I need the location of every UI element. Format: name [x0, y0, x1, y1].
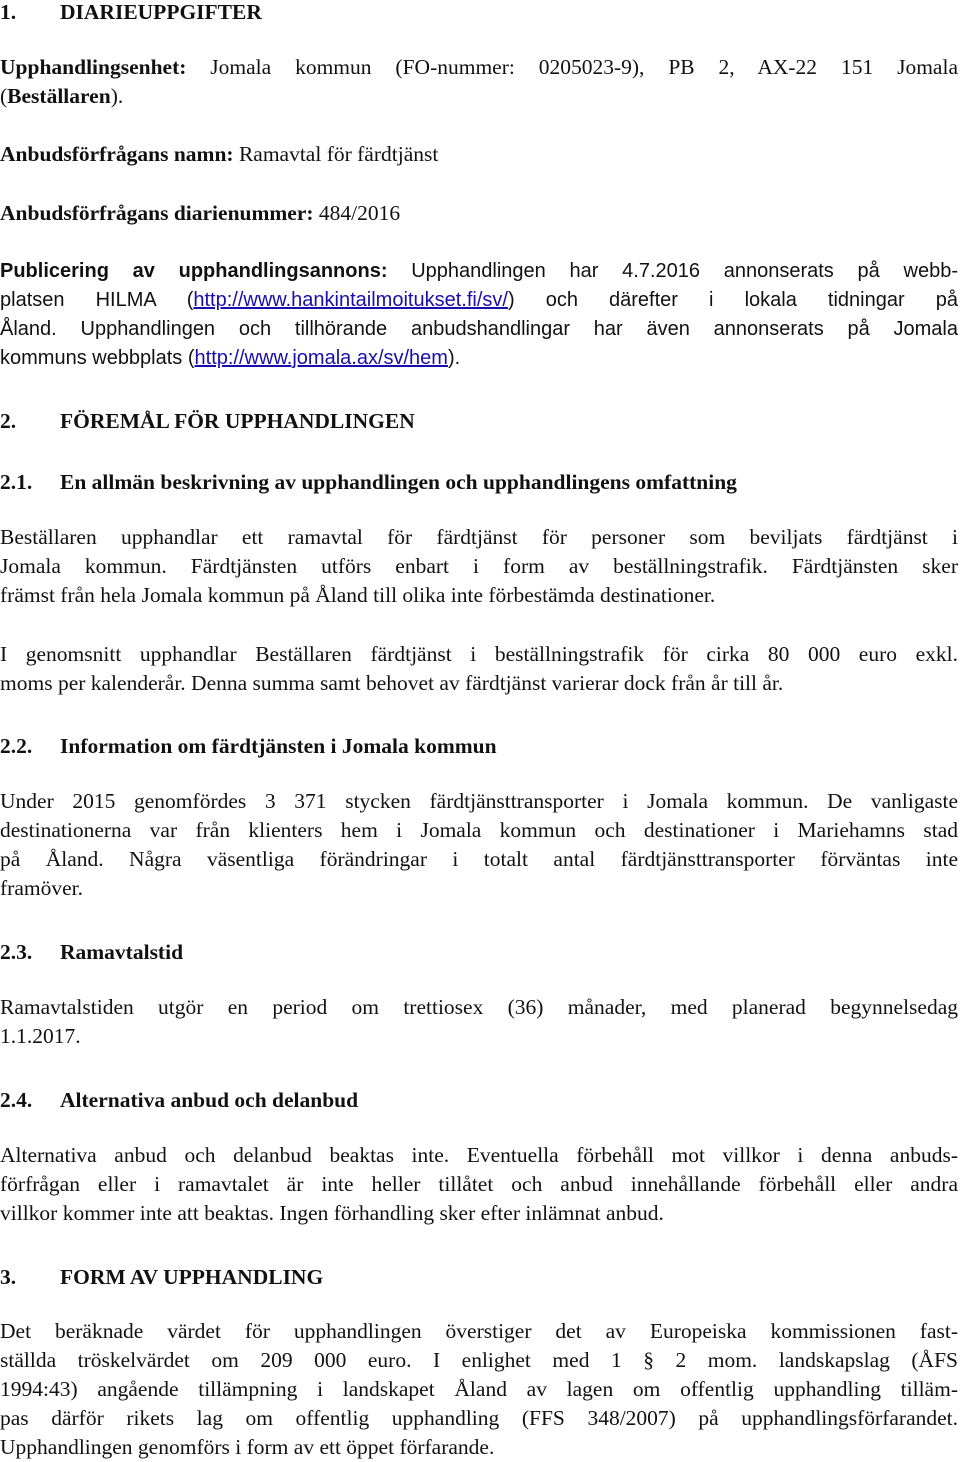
section-title: FÖREMÅL FÖR UPPHANDLINGEN: [60, 409, 415, 433]
procurement-unit-label: Upphandlingsenhet:: [0, 55, 187, 79]
publication-line-4: [0, 343, 958, 373]
paragraph-line: moms per kalenderår. Denna summa samt behovet av färdtjänst varierar dock från år till år.: [0, 671, 784, 695]
section-number: 3.: [0, 1265, 17, 1289]
section-1-heading: [0, 0, 958, 27]
paragraph-line: Jomala kommun. Färdtjänsten utförs enbart i form av beställningstrafik. Färdtjänsten sker: [0, 554, 958, 578]
paren-open: (: [0, 84, 8, 108]
paragraph-line: villkor kommer inte att beaktas. Ingen förhandling sker efter inlämnat anbud.: [0, 1201, 664, 1225]
subsection-2-3-heading: [0, 937, 958, 967]
subsection-number: 2.3.: [0, 940, 33, 964]
publication-line-3: Åland. Upphandlingen och tillhörande anbudshandlingar har även annonserats på Jomala: [0, 318, 958, 340]
tender-name-label: Anbudsförfrågans namn:: [0, 142, 234, 166]
paragraph-line: Under 2015 genomfördes 3 371 stycken färdtjänsttransporter i Jomala kommun. De vanligaste: [0, 789, 958, 813]
publication-line-1: [0, 256, 958, 286]
hilma-link[interactable]: http://www.hankintailmoitukset.fi/sv/: [193, 289, 508, 311]
paragraph-line: destinationerna var från klienters hem i Jomala kommun och destinationer i Mariehamns stad: [0, 818, 958, 842]
procurement-unit-line-2: [0, 81, 958, 111]
procurement-unit-value: Jomala kommun (FO-nummer: 0205023-9), PB 2, AX-22 151 Jomala: [186, 55, 958, 79]
diary-number-line: [0, 198, 958, 228]
diary-number-value: 484/2016: [313, 201, 401, 225]
publication-label: Publicering av upphandlingsannons:: [0, 260, 388, 282]
paragraph-line: Beställaren upphandlar ett ramavtal för färdtjänst för personer som beviljats färdtjänst i: [0, 525, 958, 549]
paragraph-line: 1994:43) angående tillämpning i landskapet Åland av lagen om offentlig upphandling tilläm-: [0, 1377, 958, 1401]
subsection-2-1-heading: [0, 467, 958, 497]
subsection-number: 2.4.: [0, 1088, 33, 1112]
section-number: 2.: [0, 409, 17, 433]
diary-number-label: Anbudsförfrågans diarienummer:: [0, 201, 314, 225]
section-number: 1.: [0, 0, 17, 24]
subsection-2-4-heading: [0, 1085, 958, 1115]
client-term: Beställaren: [7, 84, 111, 108]
publication-text: platsen HILMA (: [0, 289, 194, 311]
tender-name-line: [0, 139, 958, 169]
section-2-heading: [0, 406, 958, 436]
section-title: FORM AV UPPHANDLING: [60, 1265, 324, 1289]
jomala-link[interactable]: http://www.jomala.ax/sv/hem: [194, 347, 448, 369]
subsection-title: Alternativa anbud och delanbud: [60, 1088, 359, 1112]
section-3-heading: [0, 1262, 958, 1292]
paren-close: ).: [110, 84, 124, 108]
subsection-number: 2.2.: [0, 734, 33, 758]
subsection-title: En allmän beskrivning av upphandlingen och upphandlingens omfattning: [60, 470, 737, 494]
paragraph-line: framöver.: [0, 876, 83, 900]
paragraph-line: Upphandlingen genomförs i form av ett öppet förfarande.: [0, 1435, 495, 1459]
section-title: DIARIEUPPGIFTER: [60, 0, 262, 24]
subsection-2-2-heading: [0, 731, 958, 761]
paragraph-line: I genomsnitt upphandlar Beställaren färdtjänst i beställningstrafik för cirka 80 000 euro exkl.: [0, 642, 958, 666]
paragraph-line: Det beräknade värdet för upphandlingen överstiger det av Europeiska kommissionen fast-: [0, 1319, 958, 1343]
tender-name-value: Ramavtal för färdtjänst: [233, 142, 439, 166]
procurement-unit-line-1: [0, 52, 958, 82]
paragraph-line: pas därför rikets lag om offentlig upphandling (FFS 348/2007) på upphandlingsförfarandet.: [0, 1406, 958, 1430]
publication-text: ).: [447, 347, 461, 369]
paragraph-line: 1.1.2017.: [0, 1024, 81, 1048]
paragraph-line: främst från hela Jomala kommun på Åland till olika inte förbestämda destinationer.: [0, 583, 716, 607]
subsection-number: 2.1.: [0, 470, 33, 494]
paragraph-line: Alternativa anbud och delanbud beaktas inte. Eventuella förbehåll mot villkor i denna anbuds-: [0, 1143, 958, 1167]
paragraph-line: på Åland. Några väsentliga förändringar i totalt antal färdtjänsttransporter förväntas inte: [0, 847, 958, 871]
publication-text: Upphandlingen har 4.7.2016 annonserats på webb-: [387, 260, 958, 282]
subsection-title: Information om färdtjänsten i Jomala kommun: [60, 734, 497, 758]
paragraph-line: förfrågan eller i ramavtalet är inte heller tillåtet och anbud innehållande förbehåll eller andra: [0, 1172, 958, 1196]
paragraph-line: Ramavtalstiden utgör en period om trettiosex (36) månader, med planerad begynnelsedag: [0, 995, 958, 1019]
subsection-title: Ramavtalstid: [60, 940, 184, 964]
publication-text: ) och därefter i lokala tidningar på: [507, 289, 958, 311]
paragraph-line: ställda tröskelvärdet om 209 000 euro. I enlighet med 1 § 2 mom. landskapslag (ÅFS: [0, 1348, 958, 1372]
publication-text: kommuns webbplats (: [0, 347, 195, 369]
publication-line-2: [0, 285, 958, 315]
